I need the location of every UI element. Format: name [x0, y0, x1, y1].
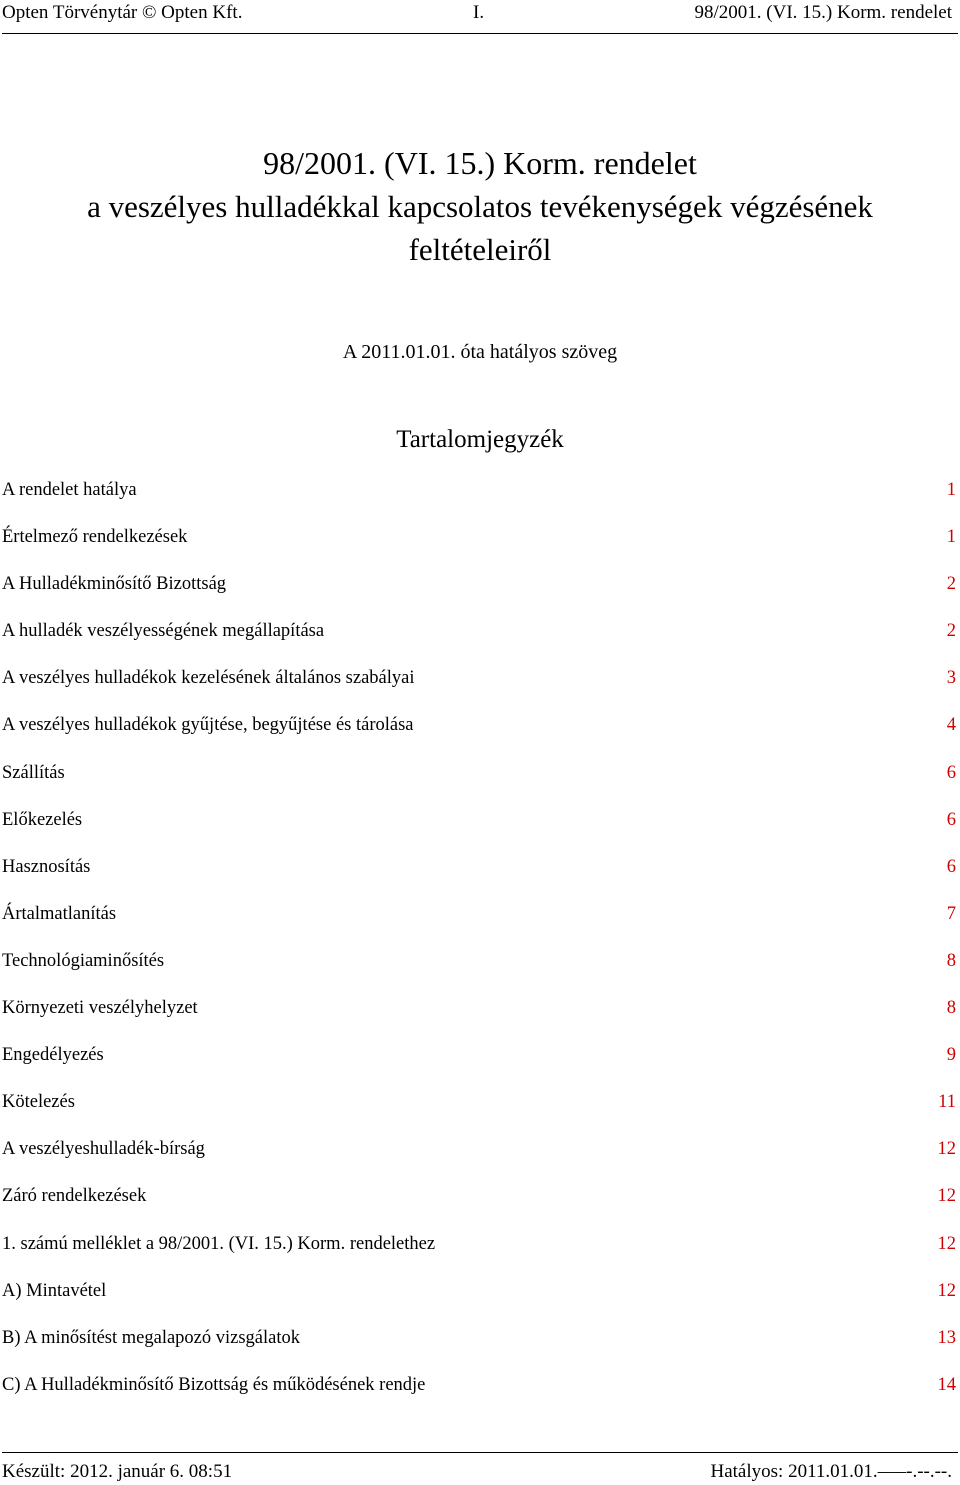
toc-entry-page-number[interactable]: 14 — [937, 1374, 956, 1395]
toc-entry-label[interactable]: Értelmező rendelkezések — [2, 527, 188, 548]
toc-entry-page-number[interactable]: 2 — [946, 574, 956, 595]
toc-entry-page-number[interactable]: 12 — [937, 1233, 956, 1254]
toc-entry-page-number[interactable]: 1 — [946, 527, 956, 548]
toc-entry-label[interactable]: Szállítás — [2, 762, 65, 783]
toc-heading: Tartalomjegyzék — [396, 426, 564, 453]
toc-entry[interactable] — [0, 1228, 958, 1275]
toc-entry-label[interactable]: Kötelezés — [2, 1092, 75, 1113]
title-decree-number: 98/2001. (VI. 15.) Korm. rendelet — [263, 145, 697, 181]
toc-entry[interactable] — [0, 709, 958, 756]
toc-entry-label[interactable]: Engedélyezés — [2, 1045, 104, 1066]
toc-entry-page-number[interactable]: 8 — [946, 950, 956, 971]
toc-entry-label[interactable]: C) A Hulladékminősítő Bizottság és működésének rendje — [2, 1374, 426, 1395]
toc-entry-label[interactable]: A) Mintavétel — [2, 1280, 107, 1301]
toc-entry-page-number[interactable]: 13 — [937, 1327, 956, 1348]
toc-entry-label[interactable]: B) A minősítést megalapozó vizsgálatok — [2, 1327, 301, 1348]
toc-entry[interactable] — [0, 804, 958, 851]
toc-entry[interactable] — [0, 757, 958, 804]
toc-entry-page-number[interactable]: 9 — [946, 1045, 956, 1066]
toc-entry[interactable] — [0, 1086, 958, 1133]
toc-entry-page-number[interactable]: 1 — [946, 480, 956, 500]
toc-entry-label[interactable]: A veszélyes hulladékok gyűjtése, begyűjtése és tárolása — [2, 715, 414, 736]
toc-entry-label[interactable]: Hasznosítás — [2, 856, 91, 877]
toc-entry-page-number[interactable]: 6 — [946, 809, 956, 830]
toc-entry-label[interactable]: Technológiaminősítés — [2, 950, 165, 971]
toc-entry-label[interactable]: A Hulladékminősítő Bizottság — [2, 574, 227, 595]
toc-entry-label[interactable]: Záró rendelkezések — [2, 1186, 147, 1207]
document-title — [0, 142, 960, 271]
toc-entry[interactable] — [0, 1039, 958, 1086]
toc-entry-page-number[interactable]: 6 — [946, 762, 956, 783]
toc-entry-page-number[interactable]: 8 — [946, 998, 956, 1019]
title-subject-line-1: a veszélyes hulladékkal kapcsolatos tevékenységek végzésének — [87, 189, 873, 224]
toc-entry[interactable] — [0, 1275, 958, 1322]
toc-entry-page-number[interactable]: 12 — [937, 1186, 956, 1207]
footer-created-date: Készült: 2012. január 6. 08:51 — [2, 1461, 233, 1482]
toc-entry[interactable] — [0, 898, 958, 945]
toc-entry-page-number[interactable]: 7 — [946, 903, 956, 924]
title-subject-line-2: feltételeiről — [408, 232, 552, 267]
page-footer — [0, 1459, 960, 1485]
toc-entry-page-number[interactable]: 11 — [938, 1092, 956, 1113]
toc-entry[interactable] — [0, 662, 958, 709]
footer-divider — [2, 1452, 958, 1453]
toc-entry-page-number[interactable]: 6 — [946, 856, 956, 877]
toc-entry[interactable] — [0, 851, 958, 898]
effective-date-text: A 2011.01.01. óta hatályos szöveg — [342, 341, 618, 363]
toc-entry[interactable] — [0, 568, 958, 615]
running-header — [0, 0, 952, 26]
toc-entry-label[interactable]: Előkezelés — [2, 809, 83, 830]
toc-entry[interactable] — [0, 945, 958, 992]
footer-effective-range: Hatályos: 2011.01.01.–––-.--.--. — [710, 1461, 952, 1482]
toc-entry-label[interactable]: Ártalmatlanítás — [2, 903, 117, 924]
header-publisher: Opten Törvénytár © Opten Kft. — [2, 2, 243, 23]
toc-entry-label[interactable]: A veszélyeshulladék-bírság — [2, 1139, 205, 1160]
toc-entry-page-number[interactable]: 12 — [937, 1280, 956, 1301]
toc-entry-label[interactable]: A hulladék veszélyességének megállapítása — [2, 621, 325, 642]
toc-entry-page-number[interactable]: 12 — [937, 1139, 956, 1160]
toc-entry-label[interactable]: 1. számú melléklet a 98/2001. (VI. 15.) Korm. rendelethez — [2, 1233, 436, 1254]
toc-entry[interactable] — [0, 615, 958, 662]
header-section-number: I. — [473, 2, 485, 23]
header-divider — [2, 33, 958, 34]
toc-entry-label[interactable]: A rendelet hatálya — [2, 480, 137, 500]
toc-entry-label[interactable]: Környezeti veszélyhelyzet — [2, 998, 198, 1019]
toc-entry-page-number[interactable]: 4 — [946, 715, 956, 736]
toc-entry[interactable] — [0, 474, 958, 521]
toc-entry[interactable] — [0, 1133, 958, 1180]
toc-entry[interactable] — [0, 521, 958, 568]
toc-entry[interactable] — [0, 1369, 958, 1416]
header-document-title: 98/2001. (VI. 15.) Korm. rendelet — [694, 2, 952, 23]
toc-entry[interactable] — [0, 992, 958, 1039]
toc-entry-page-number[interactable]: 2 — [946, 621, 956, 642]
toc-entry[interactable] — [0, 1180, 958, 1227]
toc-entry[interactable] — [0, 1322, 958, 1369]
table-of-contents — [0, 474, 958, 1416]
toc-entry-label[interactable]: A veszélyes hulladékok kezelésének általános szabályai — [2, 668, 415, 689]
toc-entry-page-number[interactable]: 3 — [946, 668, 956, 689]
